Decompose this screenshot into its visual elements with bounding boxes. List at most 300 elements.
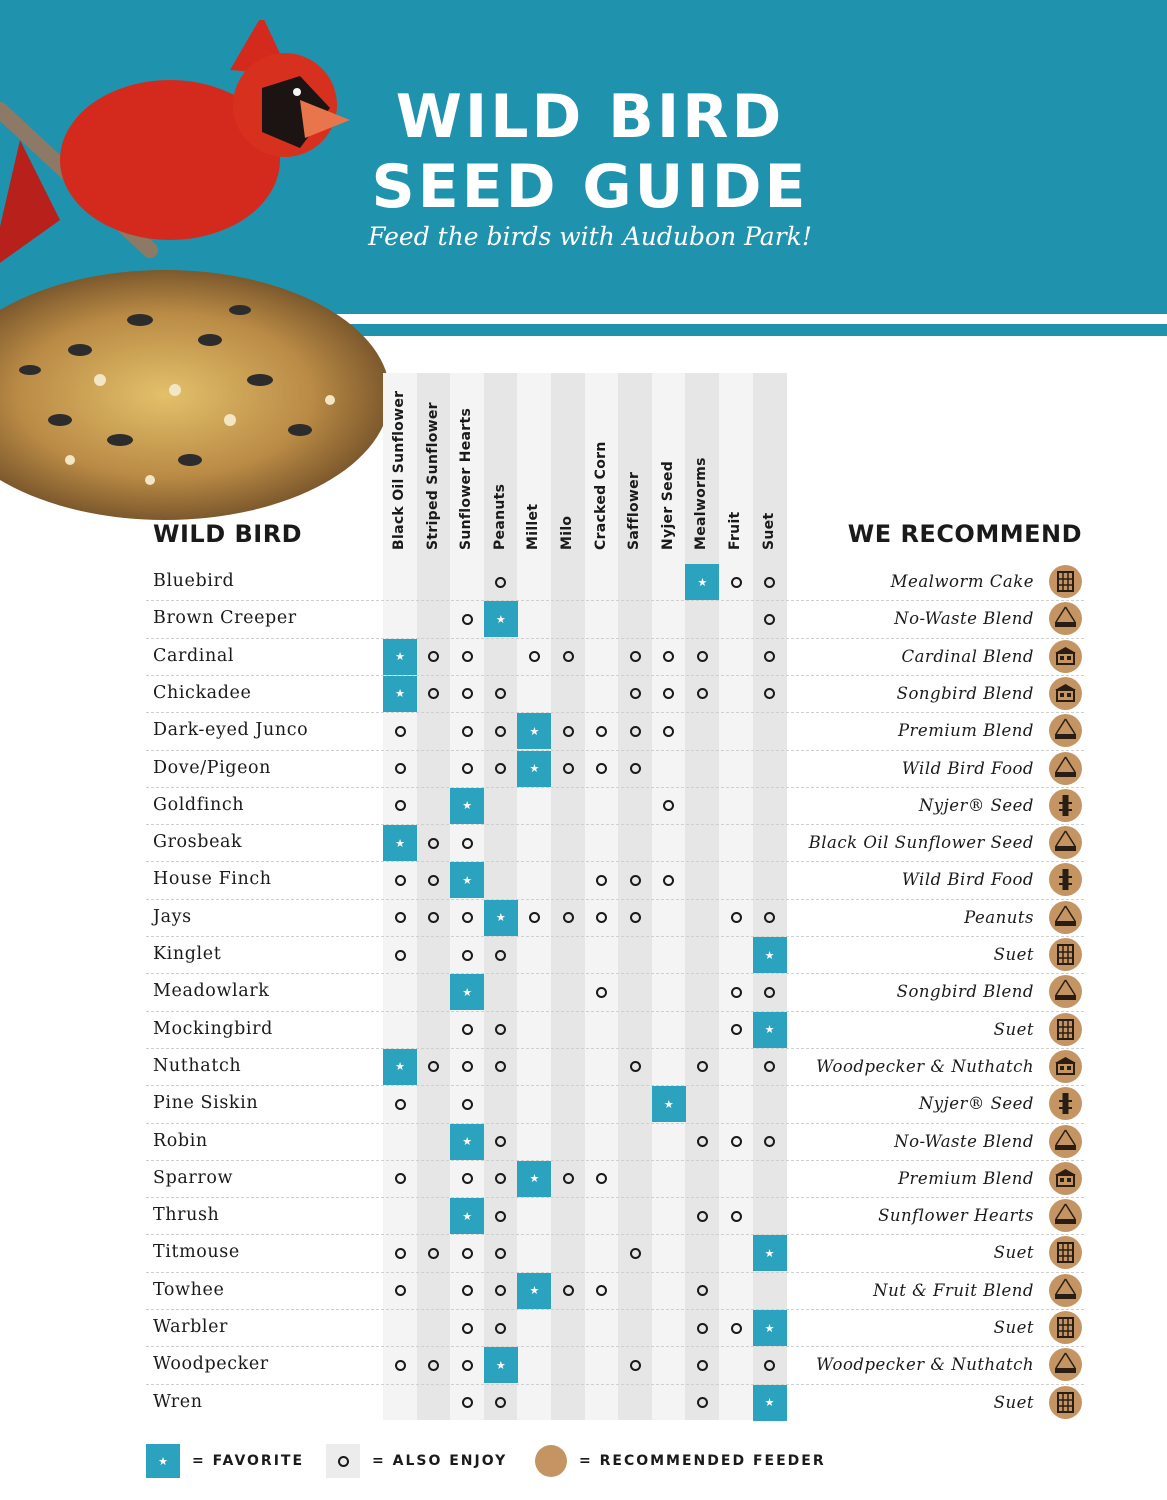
recommended-product: Peanuts (964, 907, 1034, 927)
bird-name: Mockingbird (153, 1018, 273, 1039)
column-header (417, 380, 451, 550)
also-enjoy-circle-icon (618, 639, 652, 675)
favorite-star-icon: ★ (753, 1012, 787, 1048)
circle-icon (596, 912, 607, 923)
circle-icon (462, 688, 473, 699)
also-enjoy-circle-icon (450, 751, 484, 787)
circle-icon (495, 726, 506, 737)
cage-feeder-icon (1049, 1236, 1082, 1269)
row-divider (146, 1085, 1084, 1086)
circle-icon (697, 1360, 708, 1371)
bird-name: Dove/Pigeon (153, 757, 272, 778)
column-header-label: Mealworms (693, 457, 710, 550)
also-enjoy-circle-icon (618, 1049, 652, 1085)
column-header-label: Striped Sunflower (424, 402, 441, 550)
also-enjoy-circle-icon (685, 639, 719, 675)
also-enjoy-circle-icon (417, 1235, 451, 1271)
circle-icon (462, 1099, 473, 1110)
also-enjoy-circle-icon (417, 900, 451, 936)
circle-icon (395, 1285, 406, 1296)
circle-icon (731, 1323, 742, 1334)
recommended-product: No-Waste Blend (894, 609, 1034, 629)
legend-favorite (146, 1444, 304, 1478)
hopper-feeder-icon (1049, 640, 1082, 673)
also-enjoy-circle-icon (383, 1235, 417, 1271)
also-enjoy-circle-icon (652, 676, 686, 712)
circle-icon (462, 614, 473, 625)
circle-icon (630, 726, 641, 737)
recommended-product: Suet (993, 945, 1034, 964)
circle-icon (764, 688, 775, 699)
circle-icon (764, 1061, 775, 1072)
circle-icon (697, 688, 708, 699)
favorite-star-icon: ★ (450, 862, 484, 898)
also-enjoy-circle-icon (383, 900, 417, 936)
circle-icon (663, 651, 674, 662)
circle-icon (428, 1360, 439, 1371)
also-enjoy-circle-icon (450, 1012, 484, 1048)
also-enjoy-circle-icon (450, 676, 484, 712)
recommended-product: Woodpecker & Nuthatch (816, 1355, 1034, 1375)
circle-icon (630, 688, 641, 699)
row-divider (146, 787, 1084, 788)
also-enjoy-circle-icon (450, 1385, 484, 1421)
row-divider (146, 1123, 1084, 1124)
also-enjoy-circle-icon (551, 751, 585, 787)
cardinal-eye (293, 88, 301, 96)
also-enjoy-circle-icon (383, 713, 417, 749)
column-header-label: Peanuts (491, 483, 508, 550)
circle-icon (764, 651, 775, 662)
column-header (753, 380, 787, 550)
recommended-product: Mealworm Cake (890, 572, 1034, 591)
circle-icon (764, 614, 775, 625)
also-enjoy-circle-icon (753, 974, 787, 1010)
also-enjoy-circle-icon (652, 788, 686, 824)
also-enjoy-circle-icon (484, 1012, 518, 1048)
also-enjoy-circle-icon (652, 862, 686, 898)
also-enjoy-circle-icon (652, 639, 686, 675)
also-enjoy-circle-icon (753, 564, 787, 600)
favorite-star-icon: ★ (450, 1198, 484, 1234)
cage-feeder-icon (1049, 938, 1082, 971)
circle-icon (630, 912, 641, 923)
circle-icon (428, 838, 439, 849)
also-enjoy-circle-icon (753, 1124, 787, 1160)
column-header (517, 380, 551, 550)
also-enjoy-circle-icon (551, 900, 585, 936)
bird-name: Chickadee (153, 682, 252, 703)
we-recommend-header: WE RECOMMEND (847, 520, 1082, 548)
circle-icon (663, 726, 674, 737)
circle-icon (462, 1360, 473, 1371)
circle-icon (395, 726, 406, 737)
recommended-product: Suet (993, 1019, 1034, 1039)
circle-icon (596, 1285, 607, 1296)
feeder-circle-icon (535, 1445, 567, 1477)
circle-icon (395, 912, 406, 923)
column-header-label: Black Oil Sunflower (391, 390, 407, 550)
also-enjoy-circle-icon (450, 1235, 484, 1271)
circle-icon (462, 763, 473, 774)
circle-icon (630, 763, 641, 774)
row-divider (146, 1048, 1084, 1049)
also-enjoy-circle-icon (685, 1049, 719, 1085)
favorite-star-icon: ★ (685, 564, 719, 600)
also-enjoy-circle-icon (753, 639, 787, 675)
also-enjoy-circle-icon (753, 1347, 787, 1383)
also-enjoy-circle-icon (685, 1124, 719, 1160)
favorite-star-icon: ★ (753, 937, 787, 973)
row-divider (146, 1011, 1084, 1012)
tray-feeder-icon (1049, 602, 1082, 635)
also-enjoy-circle-icon (719, 1310, 753, 1346)
favorite-star-icon: ★ (484, 601, 518, 637)
recommended-product: Nyjer® Seed (918, 1094, 1034, 1114)
also-enjoy-circle-icon (719, 1198, 753, 1234)
circle-icon (596, 726, 607, 737)
also-enjoy-circle-icon (517, 639, 551, 675)
circle-icon (462, 1248, 473, 1259)
also-enjoy-circle-icon (719, 974, 753, 1010)
bird-name: Towhee (153, 1279, 225, 1300)
circle-icon (731, 912, 742, 923)
circle-icon (663, 688, 674, 699)
also-enjoy-circle-icon (685, 1273, 719, 1309)
also-enjoy-circle-icon (450, 1347, 484, 1383)
circle-icon (395, 800, 406, 811)
circle-icon (731, 1211, 742, 1222)
circle-icon (495, 1285, 506, 1296)
also-enjoy-circle-icon (551, 639, 585, 675)
row-divider (146, 1234, 1084, 1235)
circle-icon (563, 763, 574, 774)
circle-icon (596, 1173, 607, 1184)
circle-icon (428, 688, 439, 699)
column-header (585, 380, 619, 550)
favorite-star-icon: ★ (383, 639, 417, 675)
row-divider (146, 1346, 1084, 1347)
circle-icon (428, 875, 439, 886)
also-enjoy-circle-icon (585, 974, 619, 1010)
also-enjoy-circle-icon (685, 1347, 719, 1383)
recommended-product: Wild Bird Food (901, 870, 1034, 890)
circle-icon (630, 1248, 641, 1259)
bird-name: Kinglet (153, 944, 222, 964)
tray-feeder-icon (1049, 1274, 1082, 1307)
column-header (450, 380, 484, 550)
circle-icon (395, 950, 406, 961)
tube-feeder-icon (1049, 863, 1082, 896)
circle-icon (563, 1285, 574, 1296)
circle-icon (764, 1360, 775, 1371)
circle-icon (529, 912, 540, 923)
circle-icon (697, 1061, 708, 1072)
also-enjoy-circle-icon (753, 676, 787, 712)
circle-icon (563, 912, 574, 923)
also-enjoy-circle-icon (450, 601, 484, 637)
also-enjoy-circle-icon (484, 1385, 518, 1421)
also-enjoy-circle-icon (383, 1161, 417, 1197)
also-enjoy-circle-icon (618, 1347, 652, 1383)
circle-icon (697, 1397, 708, 1408)
circle-icon (495, 1136, 506, 1147)
bird-name: Meadowlark (153, 981, 270, 1002)
also-enjoy-circle-icon (585, 862, 619, 898)
circle-icon (428, 1248, 439, 1259)
recommended-product: Nut & Fruit Blend (873, 1280, 1034, 1300)
column-header-label: Safflower (626, 471, 643, 550)
circle-icon (326, 1444, 360, 1478)
also-enjoy-circle-icon (618, 1235, 652, 1271)
row-divider (146, 675, 1084, 676)
circle-icon (495, 1173, 506, 1184)
also-enjoy-circle-icon (383, 862, 417, 898)
recommended-product: Suet (993, 1392, 1034, 1412)
circle-icon (395, 763, 406, 774)
also-enjoy-circle-icon (585, 1161, 619, 1197)
also-enjoy-circle-icon (450, 1273, 484, 1309)
bird-name: Brown Creeper (153, 608, 297, 629)
circle-icon (630, 1360, 641, 1371)
circle-icon (596, 763, 607, 774)
also-enjoy-circle-icon (417, 639, 451, 675)
also-enjoy-circle-icon (484, 1198, 518, 1234)
column-header-label: Fruit (727, 511, 743, 550)
also-enjoy-circle-icon (484, 1235, 518, 1271)
legend-also-enjoy-label: = ALSO ENJOY (372, 1453, 508, 1469)
circle-icon (630, 875, 641, 886)
recommended-product: Woodpecker & Nuthatch (816, 1056, 1034, 1076)
circle-icon (462, 1061, 473, 1072)
tube-feeder-icon (1049, 789, 1082, 822)
circle-icon (630, 1061, 641, 1072)
also-enjoy-circle-icon (517, 900, 551, 936)
also-enjoy-circle-icon (417, 1049, 451, 1085)
circle-icon (663, 800, 674, 811)
also-enjoy-circle-icon (551, 1161, 585, 1197)
circle-icon (563, 651, 574, 662)
legend-also-enjoy (326, 1444, 507, 1478)
circle-icon (495, 688, 506, 699)
circle-icon (764, 987, 775, 998)
also-enjoy-circle-icon (450, 639, 484, 675)
also-enjoy-circle-icon (551, 713, 585, 749)
hopper-feeder-icon (1049, 1162, 1082, 1195)
bird-name: Grosbeak (153, 832, 243, 853)
cage-feeder-icon (1049, 1311, 1082, 1344)
circle-icon (462, 726, 473, 737)
favorite-star-icon: ★ (753, 1235, 787, 1271)
also-enjoy-circle-icon (450, 1049, 484, 1085)
row-divider (146, 600, 1084, 601)
column-header-label: Millet (525, 503, 542, 550)
also-enjoy-circle-icon (484, 1310, 518, 1346)
also-enjoy-circle-icon (753, 900, 787, 936)
circle-icon (697, 1211, 708, 1222)
bird-name: Titmouse (153, 1242, 240, 1263)
also-enjoy-circle-icon (585, 751, 619, 787)
recommended-product: Suet (993, 1318, 1034, 1337)
bird-name: Cardinal (153, 645, 235, 666)
column-header-label: Nyjer Seed (659, 460, 676, 550)
row-divider (146, 1197, 1084, 1198)
also-enjoy-circle-icon (719, 564, 753, 600)
favorite-star-icon: ★ (383, 825, 417, 861)
circle-icon (462, 1397, 473, 1408)
column-header (719, 380, 753, 550)
circle-icon (563, 1173, 574, 1184)
favorite-star-icon: ★ (484, 900, 518, 936)
favorite-star-icon: ★ (484, 1347, 518, 1383)
tray-feeder-icon (1049, 714, 1082, 747)
recommended-product: Wild Bird Food (901, 758, 1034, 778)
page-subtitle: Feed the birds with Audubon Park! (368, 222, 812, 251)
also-enjoy-circle-icon (450, 937, 484, 973)
also-enjoy-circle-icon (618, 751, 652, 787)
also-enjoy-circle-icon (484, 751, 518, 787)
circle-icon (462, 1173, 473, 1184)
also-enjoy-circle-icon (685, 676, 719, 712)
circle-icon (428, 1061, 439, 1072)
recommended-product: Sunflower Hearts (878, 1206, 1034, 1226)
circle-icon (697, 1136, 708, 1147)
cage-feeder-icon (1049, 1013, 1082, 1046)
circle-icon (495, 1061, 506, 1072)
also-enjoy-circle-icon (417, 825, 451, 861)
tray-feeder-icon (1049, 826, 1082, 859)
tray-feeder-icon (1049, 901, 1082, 934)
favorite-star-icon: ★ (753, 1385, 787, 1421)
bird-name: Nuthatch (153, 1055, 242, 1076)
also-enjoy-circle-icon (685, 1310, 719, 1346)
also-enjoy-circle-icon (585, 713, 619, 749)
row-divider (146, 638, 1084, 639)
circle-icon (462, 1323, 473, 1334)
star-icon: ★ (146, 1444, 180, 1478)
also-enjoy-circle-icon (685, 1385, 719, 1421)
also-enjoy-circle-icon (450, 1161, 484, 1197)
also-enjoy-circle-icon (585, 900, 619, 936)
also-enjoy-circle-icon (450, 1086, 484, 1122)
bird-name: Wren (153, 1391, 203, 1412)
recommended-product: Premium Blend (897, 1168, 1034, 1188)
also-enjoy-circle-icon (484, 1161, 518, 1197)
column-header (618, 380, 652, 550)
bird-name: Thrush (153, 1205, 220, 1226)
bird-name: Dark-eyed Junco (153, 720, 309, 741)
circle-icon (462, 950, 473, 961)
circle-icon (495, 1323, 506, 1334)
circle-icon (697, 1285, 708, 1296)
also-enjoy-circle-icon (685, 1198, 719, 1234)
circle-icon (663, 875, 674, 886)
favorite-star-icon: ★ (517, 713, 551, 749)
bird-name: Jays (153, 906, 192, 927)
bird-name: Bluebird (153, 571, 235, 591)
circle-icon (731, 987, 742, 998)
column-header (383, 380, 417, 550)
favorite-star-icon: ★ (450, 1124, 484, 1160)
also-enjoy-circle-icon (484, 937, 518, 973)
circle-icon (563, 726, 574, 737)
also-enjoy-circle-icon (618, 713, 652, 749)
circle-icon (697, 1323, 708, 1334)
favorite-star-icon: ★ (753, 1310, 787, 1346)
also-enjoy-circle-icon (383, 788, 417, 824)
also-enjoy-circle-icon (618, 900, 652, 936)
tray-feeder-icon (1049, 1348, 1082, 1381)
circle-icon (495, 577, 506, 588)
also-enjoy-circle-icon (585, 1273, 619, 1309)
circle-icon (495, 1211, 506, 1222)
circle-icon (630, 651, 641, 662)
circle-icon (764, 1136, 775, 1147)
also-enjoy-circle-icon (719, 1012, 753, 1048)
also-enjoy-circle-icon (450, 900, 484, 936)
circle-icon (697, 651, 708, 662)
circle-icon (731, 1024, 742, 1035)
recommended-product: Songbird Blend (896, 982, 1034, 1002)
recommended-product: Nyjer® Seed (918, 795, 1034, 815)
bird-name: Goldfinch (153, 794, 245, 815)
circle-icon (462, 912, 473, 923)
also-enjoy-circle-icon (618, 862, 652, 898)
legend-favorite-label: = FAVORITE (192, 1453, 305, 1469)
also-enjoy-circle-icon (618, 676, 652, 712)
circle-icon (764, 577, 775, 588)
circle-icon (764, 912, 775, 923)
recommended-product: Black Oil Sunflower Seed (808, 833, 1034, 853)
tray-feeder-icon (1049, 975, 1082, 1008)
favorite-star-icon: ★ (383, 676, 417, 712)
circle-icon (495, 950, 506, 961)
also-enjoy-circle-icon (383, 937, 417, 973)
circle-icon (731, 577, 742, 588)
seed-pile (0, 270, 390, 520)
recommended-product: Suet (993, 1243, 1034, 1263)
title-line-1: WILD BIRD (395, 82, 785, 152)
wild-bird-header: WILD BIRD (153, 520, 303, 548)
also-enjoy-circle-icon (383, 1086, 417, 1122)
hopper-feeder-icon (1049, 1050, 1082, 1083)
row-divider (146, 936, 1084, 937)
bird-name: Woodpecker (153, 1354, 269, 1375)
column-header (652, 380, 686, 550)
bird-name: Sparrow (153, 1167, 234, 1188)
row-divider (146, 824, 1084, 825)
favorite-star-icon: ★ (383, 1049, 417, 1085)
cage-feeder-icon (1049, 1386, 1082, 1419)
also-enjoy-circle-icon (383, 1347, 417, 1383)
row-divider (146, 1309, 1084, 1310)
legend-feeder (535, 1444, 826, 1478)
cage-feeder-icon (1049, 565, 1082, 598)
circle-icon (495, 1024, 506, 1035)
circle-icon (395, 1173, 406, 1184)
recommended-product: No-Waste Blend (894, 1131, 1034, 1151)
favorite-star-icon: ★ (517, 1161, 551, 1197)
also-enjoy-circle-icon (652, 713, 686, 749)
also-enjoy-circle-icon (484, 713, 518, 749)
recommended-product: Cardinal Blend (901, 646, 1034, 666)
also-enjoy-circle-icon (450, 713, 484, 749)
column-header-label: Milo (559, 515, 575, 550)
favorite-star-icon: ★ (517, 1273, 551, 1309)
column-header (484, 380, 518, 550)
circle-icon (495, 1248, 506, 1259)
circle-icon (596, 987, 607, 998)
